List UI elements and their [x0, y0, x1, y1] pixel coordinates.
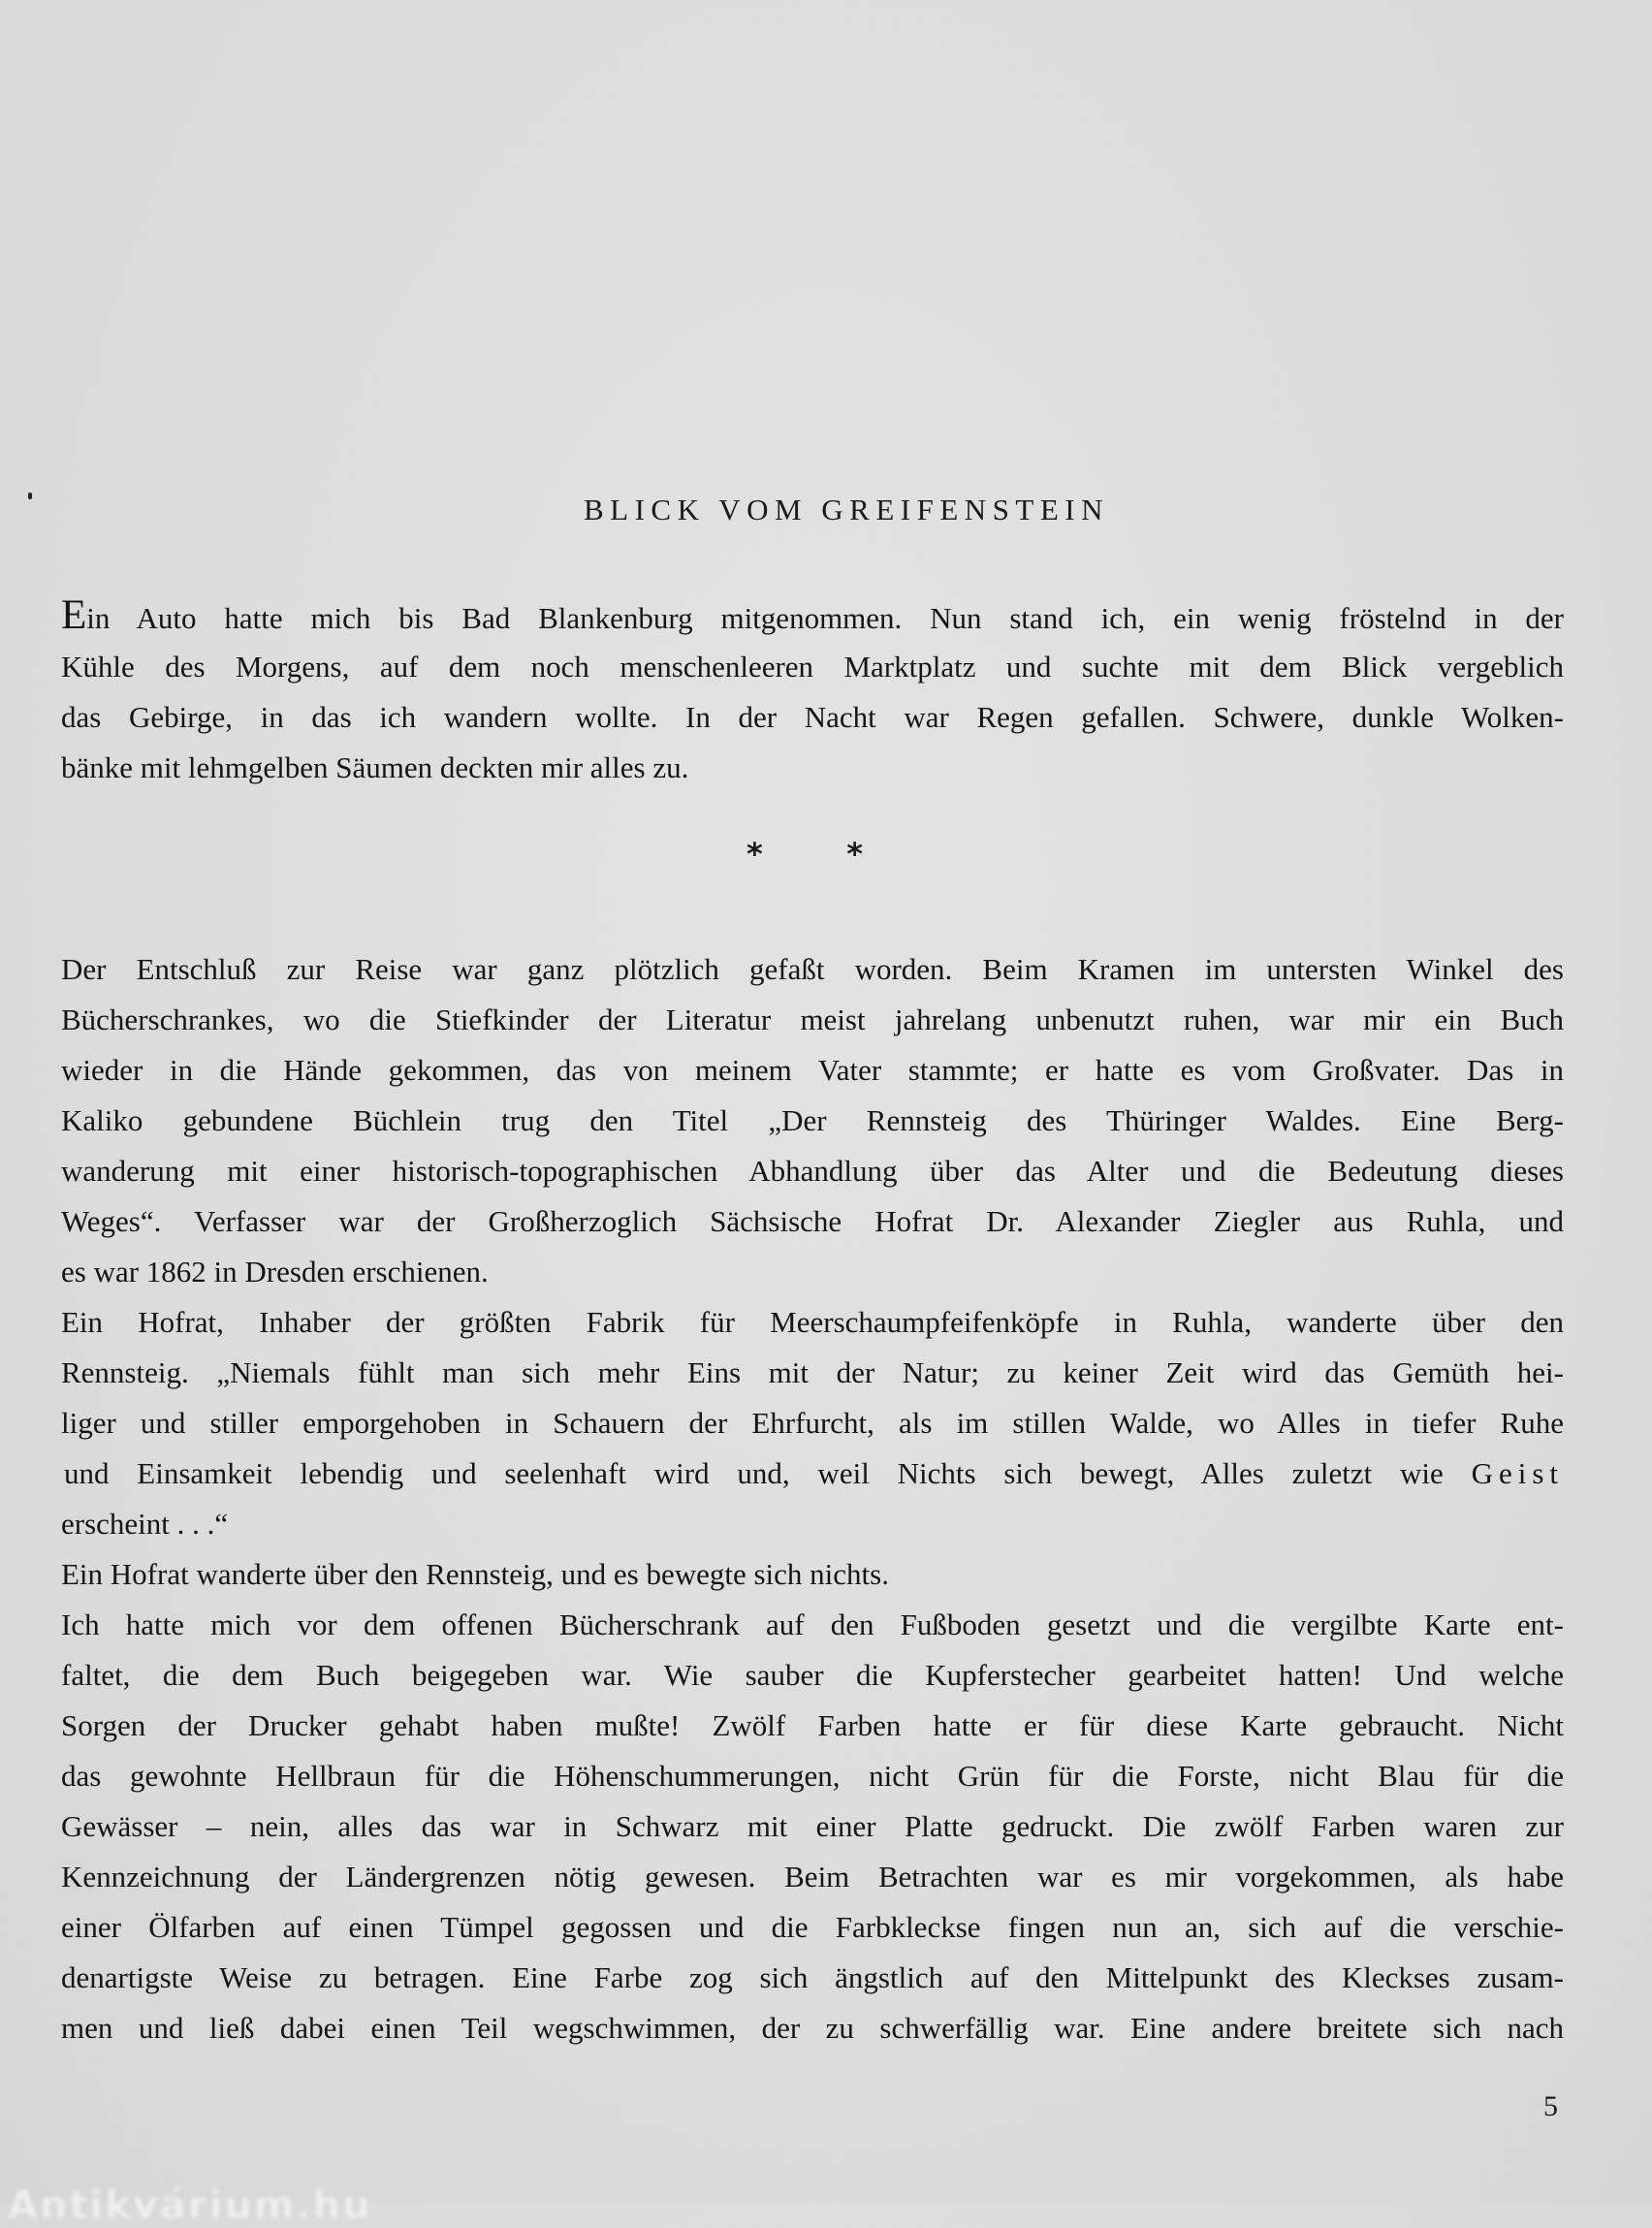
paragraph-5-line-6: Kennzeichnung der Ländergrenzen nötig gewesen. Beim Betrachten war es mir vorgekommen, als habe	[61, 1860, 1564, 1894]
paragraph-5-line-1: Ich hatte mich vor dem offenen Bücherschrank auf den Fußboden gesetzt und die vergilbte Karte ent-	[61, 1607, 1564, 1641]
section-separator	[747, 836, 863, 873]
initial-letter: E	[61, 592, 87, 638]
paragraph-3-line-4	[64, 1454, 1564, 1493]
paragraph-3-line-2: Rennsteig. „Niemals fühlt man sich mehr Eins mit der Natur; zu keiner Zeit wird das Gemüth hei-	[61, 1355, 1564, 1389]
paragraph-2-line-6: Weges“. Verfasser war der Großherzoglich Sächsische Hofrat Dr. Alexander Ziegler aus Ruhla, und	[61, 1204, 1564, 1238]
paragraph-2-line-3: wieder in die Hände gekommen, das von meinem Vater stammte; er hatte es vom Großvater. Das in	[61, 1053, 1564, 1087]
page-number: 5	[1543, 2090, 1558, 2122]
paragraph-5-line-3: Sorgen der Drucker gehabt haben mußte! Zwölf Farben hatte er für diese Karte gebraucht. Nicht	[61, 1708, 1564, 1742]
spaced-emphasis: Geist	[1471, 1456, 1564, 1490]
paragraph-1-line-4: bänke mit lehmgelben Säumen deckten mir alles zu.	[61, 750, 689, 784]
paragraph-5-line-4: das gewohnte Hellbraun für die Höhenschummerungen, nicht Grün für die Forste, nicht Blau für die	[61, 1759, 1564, 1793]
paragraph-1-line-1	[61, 592, 1564, 638]
paragraph-5-line-7: einer Ölfarben auf einen Tümpel gegossen und die Farbkleckse fingen nun an, sich auf die verschie-	[61, 1910, 1564, 1944]
paragraph-2-line-4: Kaliko gebundene Büchlein trug den Titel „Der Rennsteig des Thüringer Waldes. Eine Berg-	[61, 1103, 1564, 1137]
paragraph-4-line-1: Ein Hofrat wanderte über den Rennsteig, und es bewegte sich nichts.	[61, 1557, 889, 1591]
paragraph-3-line-3: liger und stiller emporgehoben in Schauern der Ehrfurcht, als im stillen Walde, wo Alles in tiefer Ruhe	[61, 1406, 1564, 1440]
line-text: und Einsamkeit lebendig und seelenhaft wird und, weil Nichts sich bewegt, Alles zuletzt wie	[64, 1456, 1444, 1490]
paragraph-2-line-7: es war 1862 in Dresden erschienen.	[61, 1255, 489, 1289]
paragraph-5-line-5: Gewässer – nein, alles das war in Schwarz mit einer Platte gedruckt. Die zwölf Farben waren zur	[61, 1809, 1564, 1843]
chapter-title: BLICK VOM GREIFENSTEIN	[584, 493, 1109, 526]
paragraph-5-line-2: faltet, die dem Buch beigegeben war. Wie sauber die Kupferstecher gearbeitet hatten! Und welche	[61, 1658, 1564, 1692]
asterisk-left: *	[747, 836, 763, 873]
paragraph-1-line-3: das Gebirge, in das ich wandern wollte. In der Nacht war Regen gefallen. Schwere, dunkle Wolken-	[61, 700, 1564, 734]
paragraph-1-line-2: Kühle des Morgens, auf dem noch menschenleeren Marktplatz und suchte mit dem Blick vergeblich	[61, 650, 1564, 684]
paragraph-5-line-8: denartigste Weise zu betragen. Eine Farbe zog sich ängstlich auf den Mittelpunkt des Kleckses zusam-	[61, 1960, 1564, 1994]
paragraph-3-line-5: erscheint . . .“	[61, 1507, 229, 1541]
paragraph-3-line-1: Ein Hofrat, Inhaber der größten Fabrik für Meerschaumpfeifenköpfe in Ruhla, wanderte über den	[61, 1305, 1564, 1339]
paragraph-2-line-1: Der Entschluß zur Reise war ganz plötzlich gefaßt worden. Beim Kramen im untersten Winkel des	[61, 952, 1564, 986]
paragraph-5-line-9: men und ließ dabei einen Teil wegschwimmen, der zu schwerfällig war. Eine andere breitete sich nach	[61, 2011, 1564, 2045]
asterisk-right: *	[846, 836, 863, 873]
paragraph-2-line-2: Bücherschrankes, wo die Stiefkinder der Literatur meist jahrelang unbenutzt ruhen, war mir ein Buch	[61, 1003, 1564, 1036]
line-text: in Auto hatte mich bis Bad Blankenburg mitgenommen. Nun stand ich, ein wenig fröstelnd in der	[86, 601, 1564, 635]
paragraph-2-line-5: wanderung mit einer historisch-topographischen Abhandlung über das Alter und die Bedeutung dieses	[61, 1154, 1564, 1188]
watermark: Antikvárium.hu	[8, 2183, 372, 2228]
